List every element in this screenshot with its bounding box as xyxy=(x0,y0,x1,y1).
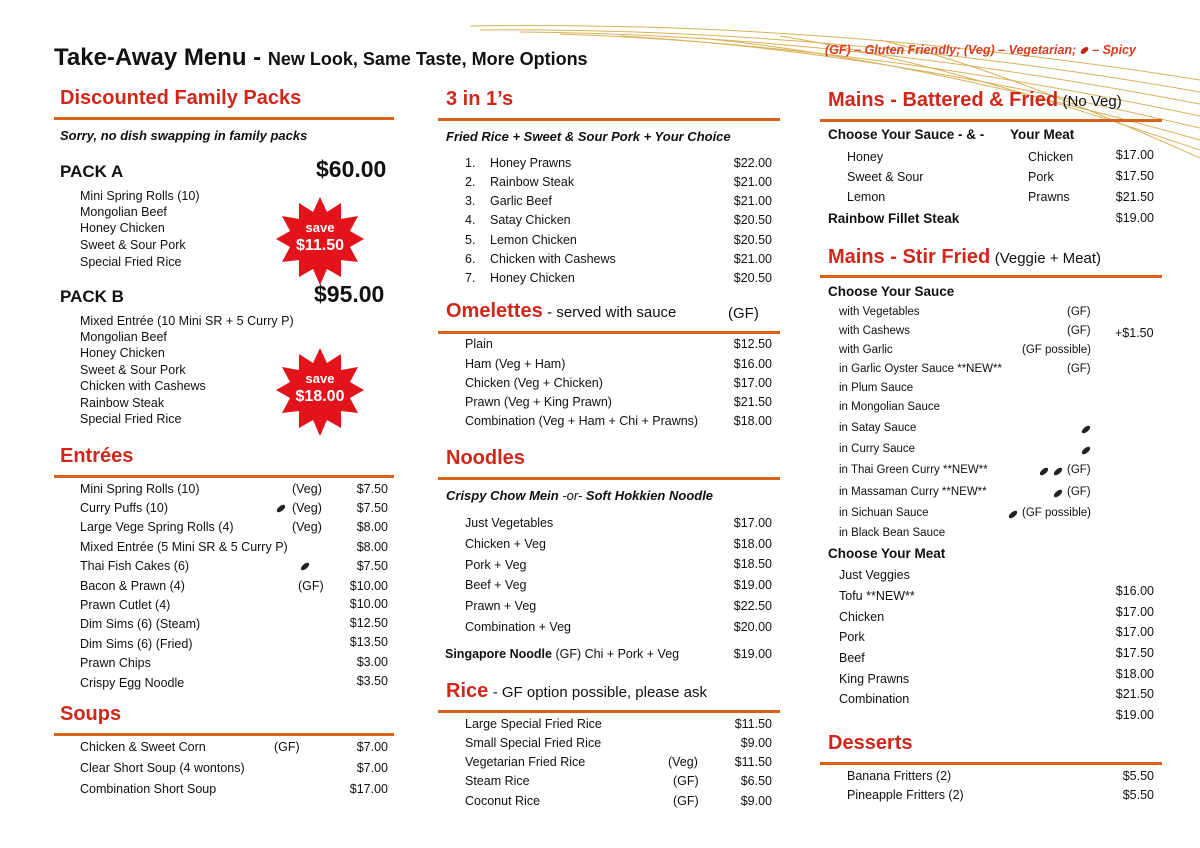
item-number: 5. xyxy=(465,233,476,247)
list-item: Special Fried Rice xyxy=(80,412,182,426)
menu-item-price: $18.00 xyxy=(1115,667,1154,681)
menu-item-name: Combination Short Soup xyxy=(80,782,217,796)
meat-name: Chicken xyxy=(1028,150,1074,164)
menu-item-price: $11.50 xyxy=(734,755,772,769)
menu-item-name: Honey Chicken xyxy=(490,271,575,285)
menu-item-name: Vegetarian Fried Rice xyxy=(465,755,586,769)
menu-item-name: Mini Spring Rolls (10) xyxy=(80,482,200,496)
menu-item-price: $17.50 xyxy=(1115,169,1154,183)
sauce-tag: (GF) xyxy=(1067,363,1091,375)
pack-a-price: $60.00 xyxy=(316,156,387,182)
family-packs-note: Sorry, no dish swapping in family packs xyxy=(60,128,308,143)
noodles-note xyxy=(446,488,713,503)
menu-item-name: Just Vegetables xyxy=(465,516,554,530)
menu-item-name: Chicken + Veg xyxy=(465,537,546,551)
menu-item-price: $19.00 xyxy=(1115,211,1154,225)
menu-item-price: $20.50 xyxy=(733,213,772,227)
save-amount: $11.50 xyxy=(295,237,345,254)
section-divider xyxy=(438,477,780,480)
meat-column-title: Your Meat xyxy=(1010,127,1075,142)
menu-item-price: $7.50 xyxy=(356,559,388,573)
menu-item-price: $21.50 xyxy=(1115,190,1154,204)
list-item: Mini Spring Rolls (10) xyxy=(80,189,200,203)
meat-name: Beef xyxy=(839,651,865,665)
menu-item-name: Thai Fish Cakes (6) xyxy=(80,559,190,573)
menu-item-price: $18.50 xyxy=(733,557,772,571)
menu-item-price: $20.50 xyxy=(733,271,772,285)
menu-item-price: $21.00 xyxy=(733,194,772,208)
noodle-option-a: Crispy Chow Mein xyxy=(446,488,559,503)
menu-item-price: $3.50 xyxy=(356,674,388,688)
sauce-name: in Sichuan Sauce xyxy=(839,507,929,519)
sauce-tag: (GF) xyxy=(1067,486,1091,498)
meat-name: Prawns xyxy=(1028,190,1070,204)
menu-item-price: $16.00 xyxy=(1115,584,1154,598)
menu-item-detail: (GF) Chi + Pork + Veg xyxy=(555,647,680,661)
menu-item-price: $22.00 xyxy=(733,156,772,170)
menu-item-price: $6.50 xyxy=(740,774,772,788)
menu-item-price: $17.00 xyxy=(349,782,388,796)
item-number: 4. xyxy=(465,213,476,227)
sauce-name: in Massaman Curry **NEW** xyxy=(839,486,987,498)
menu-item-price: $12.50 xyxy=(733,337,772,351)
three-in-one-note: Fried Rice + Sweet & Sour Pork + Your Choice xyxy=(446,129,731,144)
menu-item-price: $5.50 xyxy=(1122,788,1154,802)
three-in-one-section xyxy=(446,88,513,111)
menu-item-price: $18.00 xyxy=(733,414,772,428)
menu-item-name: Large Special Fried Rice xyxy=(465,717,602,731)
sauce-name: in Satay Sauce xyxy=(839,422,917,434)
list-item: Mongolian Beef xyxy=(80,205,167,219)
chili-icon xyxy=(300,559,310,573)
menu-item-price: $16.00 xyxy=(733,357,772,371)
menu-item-name: Beef + Veg xyxy=(465,578,527,592)
noodles-section xyxy=(446,447,525,470)
sauce-tag: (GF) xyxy=(1067,464,1091,476)
item-number: 1. xyxy=(465,156,476,170)
menu-item-name: Banana Fritters (2) xyxy=(847,769,952,783)
soups-section xyxy=(60,703,121,726)
menu-item-price: $8.00 xyxy=(356,520,388,534)
entrees-section xyxy=(60,445,133,468)
sauce-name: in Black Bean Sauce xyxy=(839,527,946,539)
list-item: Mixed Entrée (10 Mini SR + 5 Curry P) xyxy=(80,314,294,328)
list-item: Mongolian Beef xyxy=(80,330,167,344)
rainbow-fillet-steak: Rainbow Fillet Steak xyxy=(828,211,960,226)
save-badge-pack-a xyxy=(274,195,366,287)
menu-item-price: $21.00 xyxy=(733,175,772,189)
menu-item-tag: (GF) xyxy=(274,740,300,754)
sauce-name: in Curry Sauce xyxy=(839,443,916,455)
meat-name: Combination xyxy=(839,692,910,706)
menu-item-tag: (Veg) xyxy=(292,520,322,534)
menu-item-price: $8.00 xyxy=(356,540,388,554)
page-title xyxy=(54,44,588,72)
menu-item-name: Garlic Beef xyxy=(490,194,552,208)
section-note: (Veggie + Meat) xyxy=(994,250,1102,267)
menu-item-name: Prawn (Veg + King Prawn) xyxy=(465,395,612,409)
section-divider xyxy=(438,118,780,121)
section-note: (No Veg) xyxy=(1062,93,1122,110)
meat-name: Just Veggies xyxy=(839,568,910,582)
menu-item-price: $21.50 xyxy=(1115,687,1154,701)
meat-title: Choose Your Meat xyxy=(828,546,946,561)
section-divider xyxy=(820,762,1162,765)
list-item: Special Fried Rice xyxy=(80,255,182,269)
menu-item-tag: (GF) xyxy=(298,579,324,593)
pack-b-price: $95.00 xyxy=(314,281,385,307)
menu-item-price: $17.00 xyxy=(1115,148,1154,162)
sauce-name: with Vegetables xyxy=(839,306,920,318)
section-tag: (GF) xyxy=(728,305,759,322)
sauce-name: in Plum Sauce xyxy=(839,382,914,394)
section-divider xyxy=(820,275,1162,278)
sauce-name: Lemon xyxy=(847,190,886,204)
sauce-name: with Cashews xyxy=(839,325,910,337)
menu-item-price: $17.00 xyxy=(733,376,772,390)
menu-item-name: Ham (Veg + Ham) xyxy=(465,357,566,371)
section-divider xyxy=(438,331,780,334)
chili-icon xyxy=(1039,464,1049,478)
sauce-name: with Garlic xyxy=(839,344,893,356)
menu-item-name: Honey Prawns xyxy=(490,156,572,170)
menu-item-price: $3.00 xyxy=(356,655,388,669)
menu-item-price: $20.50 xyxy=(733,233,772,247)
battered-section xyxy=(828,89,1122,112)
save-amount: $18.00 xyxy=(295,388,345,405)
menu-item-price: $20.00 xyxy=(733,620,772,634)
menu-item-price: $10.00 xyxy=(349,579,388,593)
section-divider xyxy=(438,710,780,713)
menu-item-price: $21.50 xyxy=(733,395,772,409)
section-heading: Noodles xyxy=(446,447,525,469)
save-label: save xyxy=(305,220,335,235)
menu-item-name: Dim Sims (6) (Steam) xyxy=(80,617,201,631)
menu-item-name: Combination (Veg + Ham + Chi + Prawns) xyxy=(465,414,699,428)
menu-item-price: $21.00 xyxy=(733,252,772,266)
section-note: - served with sauce xyxy=(547,304,677,321)
menu-item-tag: (Veg) xyxy=(292,482,322,496)
section-heading: Mains - Battered & Fried xyxy=(828,89,1059,111)
menu-item-name: Rainbow Steak xyxy=(490,175,575,189)
item-number: 2. xyxy=(465,175,476,189)
menu-item-name: Pork + Veg xyxy=(465,558,527,572)
chili-icon xyxy=(276,501,286,515)
chili-icon xyxy=(1053,486,1063,500)
menu-item-price: $19.00 xyxy=(733,578,772,592)
section-heading: 3 in 1’s xyxy=(446,88,514,110)
menu-item-name: Prawn Cutlet (4) xyxy=(80,598,171,612)
family-packs-section xyxy=(60,87,301,110)
list-item: Chicken with Cashews xyxy=(80,379,206,393)
menu-item-price: $10.00 xyxy=(349,597,388,611)
section-heading: Mains - Stir Fried xyxy=(828,246,991,268)
section-heading: Soups xyxy=(60,703,122,725)
section-heading: Entrées xyxy=(60,445,134,467)
menu-item-name: Chicken (Veg + Chicken) xyxy=(465,376,603,390)
desserts-section xyxy=(828,732,913,755)
sauce-tag: (GF possible) xyxy=(1022,344,1092,356)
menu-item-name: Curry Puffs (10) xyxy=(80,501,168,515)
menu-item-name: Combination + Veg xyxy=(465,620,571,634)
menu-item-name: Plain xyxy=(465,337,493,351)
section-heading: Omelettes xyxy=(446,300,543,322)
legend-spicy: – Spicy xyxy=(1092,43,1136,57)
pack-a-name: PACK A xyxy=(60,162,124,181)
sauce-tag: (GF possible) xyxy=(1022,507,1092,519)
sauce-name: in Mongolian Sauce xyxy=(839,401,941,413)
menu-item-price: $19.00 xyxy=(1115,708,1154,722)
menu-item-name: Singapore Noodle xyxy=(445,647,552,661)
singapore-noodle xyxy=(445,647,679,661)
menu-item-name: Prawn Chips xyxy=(80,656,151,670)
chili-icon xyxy=(1008,507,1018,521)
menu-item-name: Mixed Entrée (5 Mini SR & 5 Curry P) xyxy=(80,540,288,554)
menu-item-name: Small Special Fried Rice xyxy=(465,736,602,750)
save-badge-pack-b xyxy=(274,346,366,438)
chili-icon xyxy=(1053,464,1063,478)
meat-name: Chicken xyxy=(839,610,885,624)
rice-section xyxy=(446,680,707,703)
menu-item-price: $7.50 xyxy=(356,482,388,496)
pack-b-name: PACK B xyxy=(60,287,124,306)
menu-item-price: $17.00 xyxy=(1115,625,1154,639)
stir-fried-section xyxy=(828,246,1101,269)
chili-icon xyxy=(1081,422,1091,436)
section-heading: Rice xyxy=(446,680,489,702)
menu-item-price: $7.00 xyxy=(356,740,388,754)
menu-item-price: $22.50 xyxy=(733,599,772,613)
section-divider xyxy=(54,733,394,736)
menu-item-price: $5.50 xyxy=(1122,769,1154,783)
section-heading: Discounted Family Packs xyxy=(60,87,302,109)
noodle-option-b: Soft Hokkien Noodle xyxy=(585,488,714,503)
menu-item-name: Chicken with Cashews xyxy=(490,252,616,266)
list-item: Sweet & Sour Pork xyxy=(80,363,186,377)
meat-name: King Prawns xyxy=(839,672,910,686)
menu-item-price: $19.00 xyxy=(733,647,772,661)
item-number: 3. xyxy=(465,194,476,208)
sauce-tag: (GF) xyxy=(1067,325,1091,337)
menu-item-price: $11.50 xyxy=(734,717,772,731)
menu-item-name: Dim Sims (6) (Fried) xyxy=(80,637,193,651)
menu-item-price: $18.00 xyxy=(733,537,772,551)
menu-item-price: $12.50 xyxy=(349,616,388,630)
section-divider xyxy=(54,475,394,478)
menu-item-name: Steam Rice xyxy=(465,774,530,788)
meat-name: Tofu **NEW** xyxy=(839,589,915,603)
sauce-name: Honey xyxy=(847,150,884,164)
menu-item-tag: (GF) xyxy=(673,774,699,788)
sauce-title: Choose Your Sauce xyxy=(828,284,955,299)
sauce-name: in Thai Green Curry **NEW** xyxy=(839,464,988,476)
sauce-name: Sweet & Sour xyxy=(847,170,924,184)
menu-item-name: Chicken & Sweet Corn xyxy=(80,740,206,754)
chili-icon xyxy=(1079,46,1089,56)
item-number: 7. xyxy=(465,271,476,285)
menu-item-price: $9.00 xyxy=(740,794,772,808)
sauce-tag: (GF) xyxy=(1067,306,1091,318)
list-item: Honey Chicken xyxy=(80,221,165,235)
section-heading: Desserts xyxy=(828,732,913,754)
title-main: Take-Away Menu - xyxy=(54,44,262,71)
section-note: - GF option possible, please ask xyxy=(492,684,707,701)
save-label: save xyxy=(305,371,335,386)
menu-item-price: $17.50 xyxy=(1115,646,1154,660)
menu-item-tag: (Veg) xyxy=(668,755,698,769)
list-item: Honey Chicken xyxy=(80,346,165,360)
menu-item-name: Clear Short Soup (4 wontons) xyxy=(80,761,245,775)
sauce-column-title: Choose Your Sauce - & - xyxy=(828,127,985,142)
menu-item-price: $7.00 xyxy=(356,761,388,775)
meat-name: Pork xyxy=(839,630,865,644)
cashew-surcharge: +$1.50 xyxy=(1115,326,1154,340)
sauce-name: in Garlic Oyster Sauce **NEW** xyxy=(839,363,1002,375)
chili-icon xyxy=(1081,443,1091,457)
menu-item-name: Satay Chicken xyxy=(490,213,571,227)
title-subtitle: New Look, Same Taste, More Options xyxy=(267,49,588,69)
menu-item-name: Crispy Egg Noodle xyxy=(80,676,185,690)
menu-item-name: Bacon & Prawn (4) xyxy=(80,579,185,593)
menu-item-price: $9.00 xyxy=(740,736,772,750)
menu-item-name: Large Vege Spring Rolls (4) xyxy=(80,520,234,534)
list-item: Rainbow Steak xyxy=(80,396,165,410)
menu-item-tag: (Veg) xyxy=(292,501,322,515)
menu-item-name: Pineapple Fritters (2) xyxy=(847,788,964,802)
omelettes-section xyxy=(446,300,676,323)
diet-legend xyxy=(825,43,1136,57)
section-divider xyxy=(820,119,1162,122)
list-item: Sweet & Sour Pork xyxy=(80,238,186,252)
menu-item-name: Lemon Chicken xyxy=(490,233,577,247)
noodle-or: -or- xyxy=(562,488,583,503)
item-number: 6. xyxy=(465,252,476,266)
section-divider xyxy=(54,117,394,120)
menu-item-price: $17.00 xyxy=(1115,605,1154,619)
menu-item-price: $13.50 xyxy=(349,635,388,649)
menu-item-name: Prawn + Veg xyxy=(465,599,537,613)
meat-name: Pork xyxy=(1028,170,1054,184)
menu-item-price: $7.50 xyxy=(356,501,388,515)
menu-item-price: $17.00 xyxy=(733,516,772,530)
legend-text: (GF) – Gluten Friendly; (Veg) – Vegetarian; xyxy=(825,43,1077,57)
menu-item-tag: (GF) xyxy=(673,794,699,808)
menu-item-name: Coconut Rice xyxy=(465,794,541,808)
